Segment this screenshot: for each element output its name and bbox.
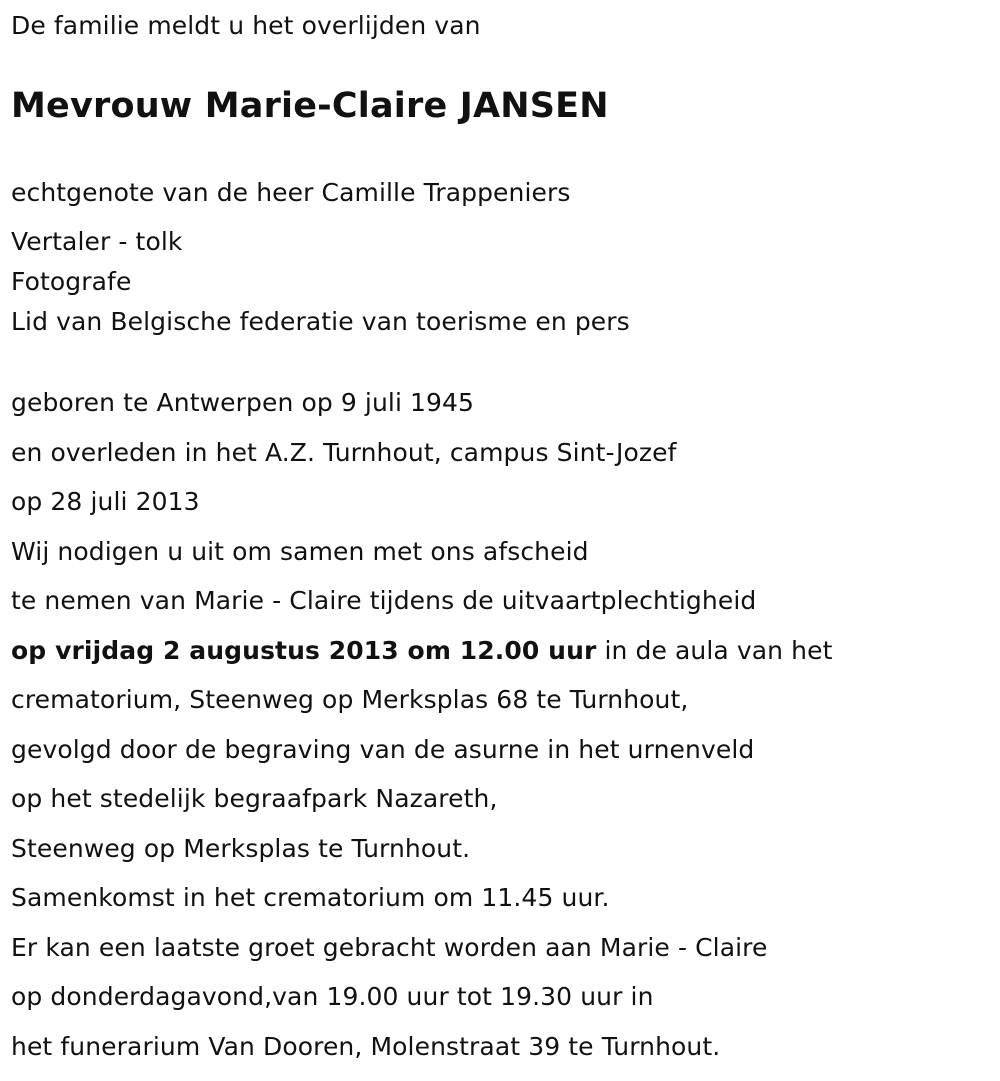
death-place-text: en overleden in het A.Z. Turnhout, campus Sint-Jozef	[11, 438, 677, 467]
occupation-line: Fotografe	[11, 267, 132, 296]
death-date-text: op 28 juli 2013	[11, 487, 200, 516]
ceremony-detail-line: Samenkomst in het crematorium om 11.45 uur.	[11, 883, 610, 912]
ceremony-detail-line: gevolgd door de begraving van de asurne in het urnenveld	[11, 735, 755, 764]
birth-text: geboren te Antwerpen op 9 juli 1945	[11, 388, 475, 417]
ceremony-detail-line: op donderdagavond,van 19.00 uur tot 19.30 uur in	[11, 982, 654, 1011]
ceremony-place-suffix: in de aula van het	[596, 636, 833, 665]
ceremony-date: op vrijdag 2 augustus 2013 om 12.00 uur	[11, 636, 597, 665]
occupation-line: Lid van Belgische federatie van toerisme en pers	[11, 307, 630, 336]
ceremony-detail-line: Steenweg op Merksplas te Turnhout.	[11, 834, 471, 863]
occupation-line: Vertaler - tolk	[11, 227, 183, 256]
ceremony-detail-line: crematorium, Steenweg op Merksplas 68 te Turnhout,	[11, 685, 689, 714]
ceremony-detail-line: het funerarium Van Dooren, Molenstraat 39 te Turnhout.	[11, 1032, 721, 1061]
intro-text: De familie meldt u het overlijden van	[11, 11, 481, 40]
ceremony-detail-line: Er kan een laatste groet gebracht worden aan Marie - Claire	[11, 933, 768, 962]
deceased-name: Mevrouw Marie-Claire JANSEN	[11, 86, 609, 126]
ceremony-line	[11, 634, 833, 668]
ceremony-detail-line: op het stedelijk begraafpark Nazareth,	[11, 784, 498, 813]
invitation-line: Wij nodigen u uit om samen met ons afscheid	[11, 537, 589, 566]
invitation-line: te nemen van Marie - Claire tijdens de uitvaartplechtigheid	[11, 586, 757, 615]
spouse-text: echtgenote van de heer Camille Trappeniers	[11, 178, 571, 207]
